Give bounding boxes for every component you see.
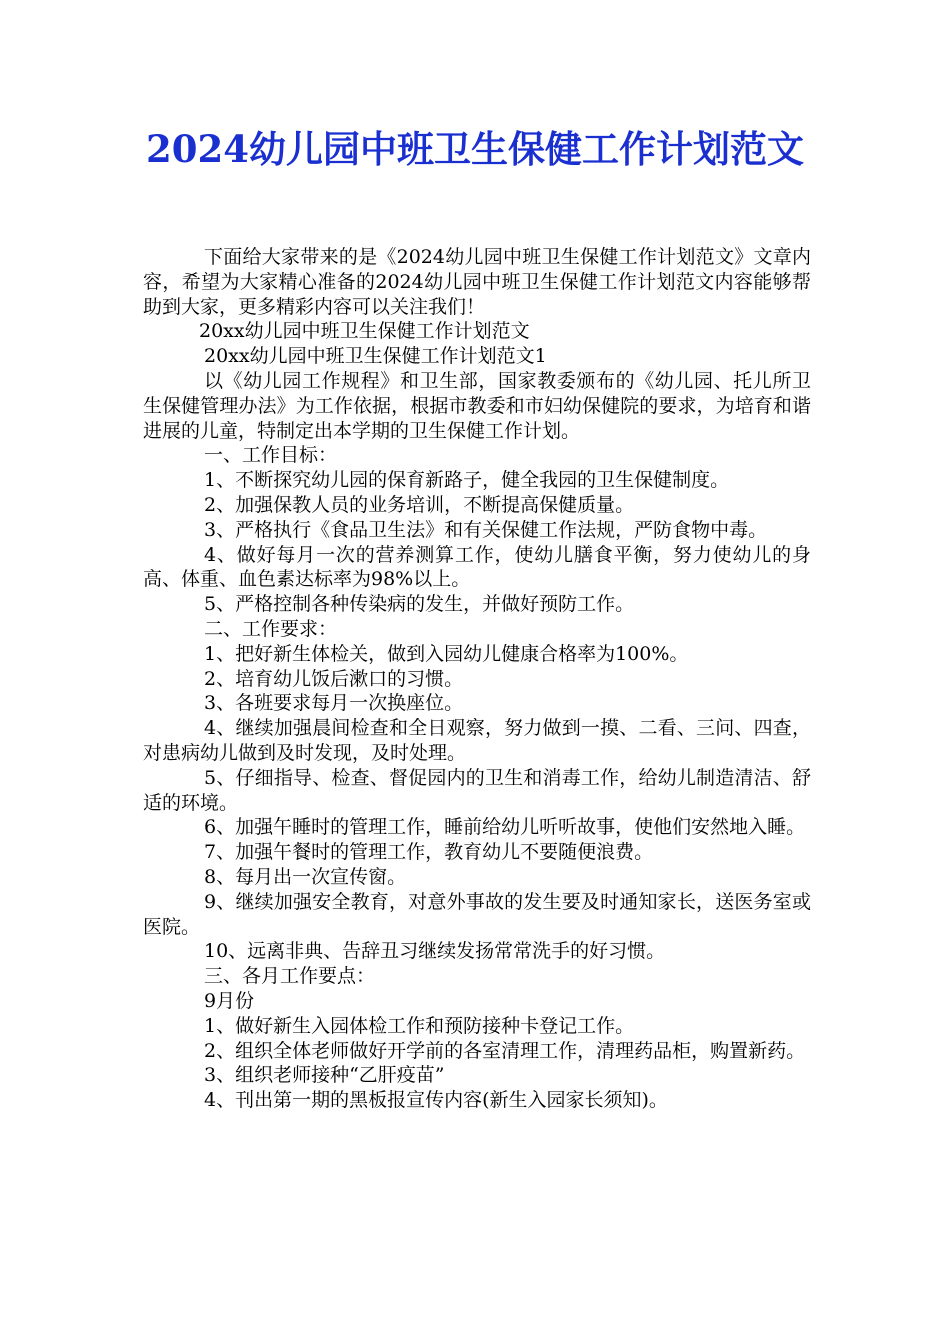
- document-body: [143, 245, 811, 1113]
- list-item: 2、组织全体老师做好开学前的各室清理工作，清理药品柜，购置新药。: [204, 1039, 806, 1062]
- section-heading-goals: 一、工作目标：: [204, 444, 338, 467]
- body-paragraph: 以《幼儿园工作规程》和卫生部，国家教委颁布的《幼儿园、托儿所卫生保健管理办法》为工作依据，根据市教委和市妇幼保健院的要求，为培育和谐进展的儿童，特制定出本学期的卫生保健工作计划。: [143, 369, 811, 442]
- list-item: 5、严格控制各种传染病的发生，并做好预防工作。: [204, 593, 635, 616]
- list-item: 9、继续加强安全教育，对意外事故的发生要及时通知家长，送医务室或医院。: [143, 890, 811, 938]
- list-item: 5、仔细指导、检查、督促园内的卫生和消毒工作，给幼儿制造清洁、舒适的环境。: [143, 766, 811, 814]
- month-heading: 9月份: [204, 989, 255, 1012]
- list-item: 10、远离非典、告辞丑习继续发扬常常洗手的好习惯。: [204, 940, 666, 963]
- list-item: 1、不断探究幼儿园的保育新路子，健全我园的卫生保健制度。: [204, 469, 730, 492]
- list-item: 2、培育幼儿饭后漱口的习惯。: [204, 667, 464, 690]
- subtitle-line: 20xx幼儿园中班卫生保健工作计划范文: [199, 320, 530, 343]
- list-item: 1、做好新生入园体检工作和预防接种卡登记工作。: [204, 1014, 635, 1037]
- list-item: 4、刊出第一期的黑板报宣传内容(新生入园家长须知)。: [204, 1089, 668, 1112]
- section-heading-monthly: 三、各月工作要点：: [204, 965, 376, 988]
- section-heading-requirements: 二、工作要求：: [204, 617, 338, 640]
- list-item: 4、继续加强晨间检查和全日观察，努力做到一摸、二看、三问、四查，对患病幼儿做到及时发现，及时处理。: [143, 717, 811, 764]
- list-item: 7、加强午餐时的管理工作，教育幼儿不要随便浪费。: [204, 841, 654, 864]
- intro-paragraph: 下面给大家带来的是《2024幼儿园中班卫生保健工作计划范文》文章内容，希望为大家精心准备的2024幼儿园中班卫生保健工作计划范文内容能够帮助到大家，更多精彩内容可以关注我们！: [143, 246, 811, 318]
- list-item: 3、各班要求每月一次换座位。: [204, 692, 464, 715]
- section-heading: 20xx幼儿园中班卫生保健工作计划范文1: [204, 345, 547, 368]
- list-item: 3、组织老师接种“乙肝疫苗”: [204, 1064, 445, 1087]
- document-title: 2024幼儿园中班卫生保健工作计划范文: [146, 127, 804, 171]
- list-item: 8、每月出一次宣传窗。: [204, 865, 407, 888]
- list-item: 4、做好每月一次的营养测算工作，使幼儿膳食平衡，努力使幼儿的身高、体重、血色素达标率为98%以上。: [143, 543, 811, 591]
- list-item: 1、把好新生体检关，做到入园幼儿健康合格率为100%。: [204, 642, 689, 665]
- list-item: 6、加强午睡时的管理工作，睡前给幼儿听听故事，使他们安然地入睡。: [204, 816, 806, 839]
- list-item: 2、加强保教人员的业务培训，不断提高保健质量。: [204, 493, 635, 516]
- list-item: 3、严格执行《食品卫生法》和有关保健工作法规，严防食物中毒。: [204, 518, 768, 541]
